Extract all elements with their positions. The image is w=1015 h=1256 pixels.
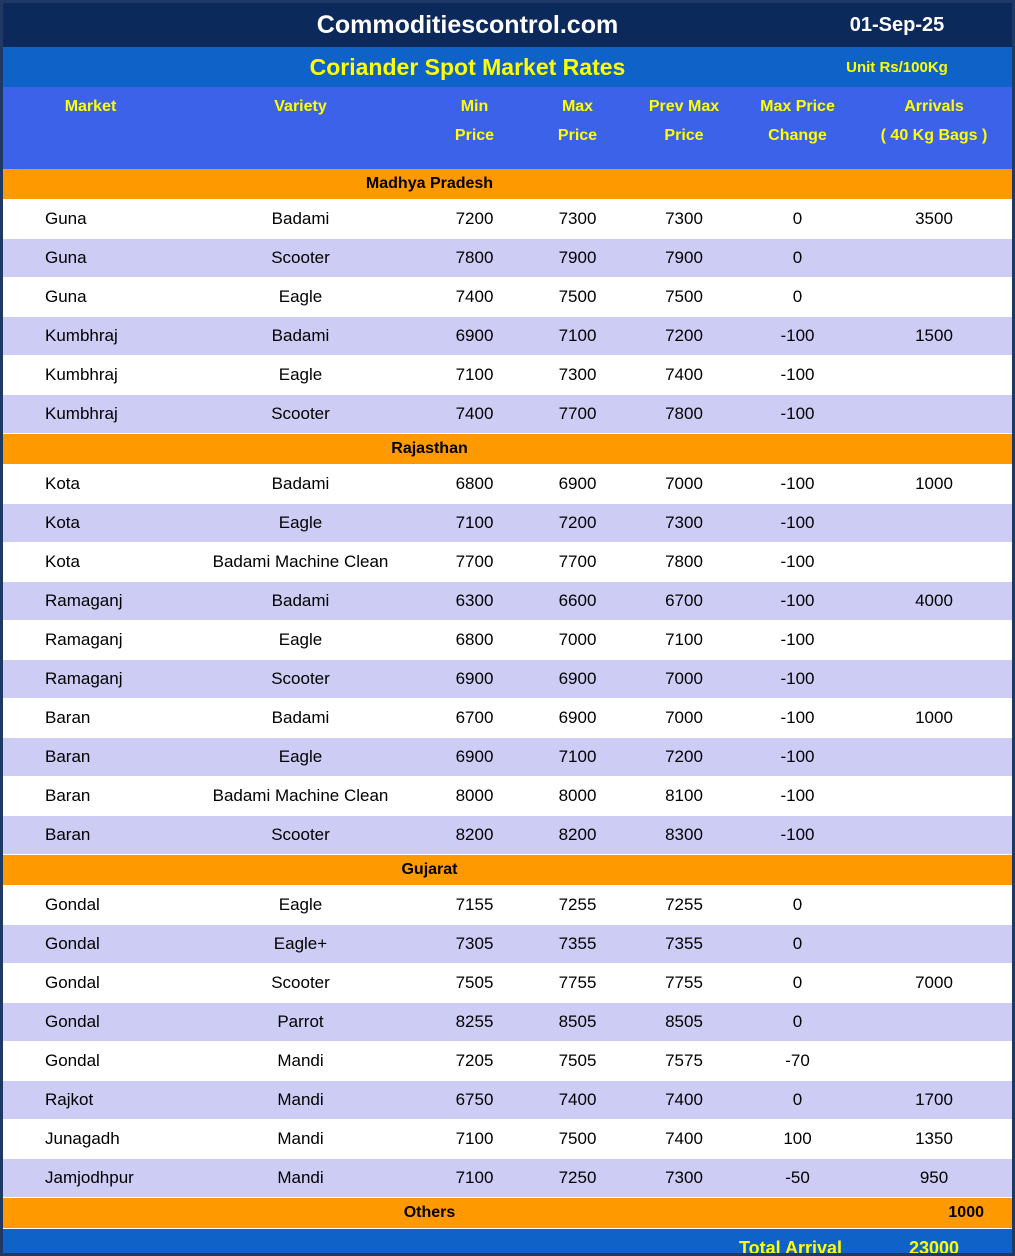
cell-max-price: 7255 bbox=[526, 886, 629, 925]
cell-max-price-change: -100 bbox=[739, 356, 856, 395]
cell-max-price: 6900 bbox=[526, 699, 629, 738]
cell-prev-max-price: 7575 bbox=[629, 1042, 739, 1081]
table-row bbox=[3, 200, 1012, 239]
title-bar bbox=[3, 3, 1012, 47]
cell-variety: Scooter bbox=[178, 964, 423, 1003]
cell-arrivals bbox=[856, 738, 1012, 777]
group-header-row bbox=[3, 855, 1012, 886]
cell-min-price: 7800 bbox=[423, 239, 526, 278]
cell-min-price: 6700 bbox=[423, 699, 526, 738]
cell-market: Kota bbox=[3, 465, 178, 504]
cell-max-price: 7000 bbox=[526, 621, 629, 660]
cell-max-price: 7300 bbox=[526, 200, 629, 239]
column-header-line2: ( 40 Kg Bags ) bbox=[880, 127, 988, 144]
cell-min-price: 7505 bbox=[423, 964, 526, 1003]
cell-max-price-change: -50 bbox=[739, 1159, 856, 1198]
cell-variety: Badami bbox=[178, 200, 423, 239]
table-row bbox=[3, 582, 1012, 621]
cell-max-price: 7700 bbox=[526, 543, 629, 582]
cell-arrivals: 3500 bbox=[856, 200, 1012, 239]
cell-prev-max-price: 7300 bbox=[629, 1159, 739, 1198]
group-header-row bbox=[3, 1198, 1012, 1229]
column-header-line1: Max bbox=[561, 98, 594, 115]
cell-max-price: 6900 bbox=[526, 660, 629, 699]
cell-arrivals bbox=[856, 278, 1012, 317]
cell-max-price-change: -100 bbox=[739, 699, 856, 738]
cell-market: Gondal bbox=[3, 925, 178, 964]
cell-arrivals bbox=[856, 356, 1012, 395]
cell-variety: Mandi bbox=[178, 1042, 423, 1081]
cell-market: Junagadh bbox=[3, 1120, 178, 1159]
cell-min-price: 7400 bbox=[423, 278, 526, 317]
cell-max-price: 7755 bbox=[526, 964, 629, 1003]
column-header-line1: Min bbox=[460, 98, 489, 115]
cell-variety: Eagle bbox=[178, 621, 423, 660]
cell-max-price: 6600 bbox=[526, 582, 629, 621]
cell-market: Gondal bbox=[3, 886, 178, 925]
cell-arrivals bbox=[856, 660, 1012, 699]
cell-variety: Eagle bbox=[178, 886, 423, 925]
cell-prev-max-price: 8100 bbox=[629, 777, 739, 816]
cell-arrivals: 4000 bbox=[856, 582, 1012, 621]
cell-min-price: 7205 bbox=[423, 1042, 526, 1081]
cell-max-price-change: -100 bbox=[739, 395, 856, 434]
cell-market: Ramaganj bbox=[3, 660, 178, 699]
table-row bbox=[3, 543, 1012, 582]
cell-variety: Parrot bbox=[178, 1003, 423, 1042]
table-row bbox=[3, 777, 1012, 816]
column-header-line2: Price bbox=[664, 127, 704, 144]
cell-max-price-change: 0 bbox=[739, 1081, 856, 1120]
cell-min-price: 7100 bbox=[423, 1159, 526, 1198]
cell-min-price: 7100 bbox=[423, 504, 526, 543]
cell-prev-max-price: 7800 bbox=[629, 395, 739, 434]
cell-market: Baran bbox=[3, 777, 178, 816]
table-row bbox=[3, 621, 1012, 660]
table-row bbox=[3, 660, 1012, 699]
cell-prev-max-price: 6700 bbox=[629, 582, 739, 621]
cell-variety: Badami bbox=[178, 582, 423, 621]
table-row bbox=[3, 1042, 1012, 1081]
cell-prev-max-price: 7200 bbox=[629, 317, 739, 356]
cell-market: Baran bbox=[3, 699, 178, 738]
cell-variety: Scooter bbox=[178, 660, 423, 699]
cell-max-price-change: 100 bbox=[739, 1120, 856, 1159]
cell-market: Rajkot bbox=[3, 1081, 178, 1120]
cell-arrivals: 1500 bbox=[856, 317, 1012, 356]
cell-max-price: 7100 bbox=[526, 738, 629, 777]
table-row bbox=[3, 925, 1012, 964]
cell-market: Kota bbox=[3, 504, 178, 543]
cell-variety: Badami Machine Clean bbox=[178, 543, 423, 582]
cell-prev-max-price: 7355 bbox=[629, 925, 739, 964]
cell-market: Kumbhraj bbox=[3, 356, 178, 395]
group-header-label: Madhya Pradesh bbox=[3, 169, 856, 200]
cell-max-price: 6900 bbox=[526, 465, 629, 504]
cell-max-price: 7200 bbox=[526, 504, 629, 543]
cell-arrivals bbox=[856, 395, 1012, 434]
page-title: Coriander Spot Market Rates bbox=[309, 53, 626, 80]
table-row bbox=[3, 278, 1012, 317]
cell-max-price-change: 0 bbox=[739, 278, 856, 317]
cell-min-price: 6900 bbox=[423, 317, 526, 356]
table-row bbox=[3, 356, 1012, 395]
cell-market: Kumbhraj bbox=[3, 317, 178, 356]
cell-arrivals bbox=[856, 1003, 1012, 1042]
cell-arrivals bbox=[856, 504, 1012, 543]
cell-max-price: 7355 bbox=[526, 925, 629, 964]
cell-variety: Eagle bbox=[178, 278, 423, 317]
table-body bbox=[3, 169, 1012, 1229]
cell-arrivals bbox=[856, 777, 1012, 816]
cell-arrivals: 1000 bbox=[856, 699, 1012, 738]
table-row bbox=[3, 317, 1012, 356]
cell-arrivals bbox=[856, 621, 1012, 660]
column-header-line1: Prev Max bbox=[648, 98, 720, 115]
cell-min-price: 8255 bbox=[423, 1003, 526, 1042]
cell-prev-max-price: 7000 bbox=[629, 699, 739, 738]
cell-variety: Badami bbox=[178, 699, 423, 738]
cell-arrivals: 1350 bbox=[856, 1120, 1012, 1159]
cell-variety: Badami Machine Clean bbox=[178, 777, 423, 816]
cell-max-price: 7500 bbox=[526, 278, 629, 317]
cell-min-price: 7305 bbox=[423, 925, 526, 964]
cell-max-price: 7500 bbox=[526, 1120, 629, 1159]
column-header-line2: Price bbox=[557, 127, 598, 144]
cell-prev-max-price: 7900 bbox=[629, 239, 739, 278]
column-header-min-price bbox=[423, 87, 526, 169]
column-header-line1: Variety bbox=[274, 98, 327, 115]
cell-arrivals bbox=[856, 886, 1012, 925]
cell-prev-max-price: 7400 bbox=[629, 356, 739, 395]
cell-max-price-change: 0 bbox=[739, 239, 856, 278]
cell-arrivals bbox=[856, 816, 1012, 855]
cell-prev-max-price: 7100 bbox=[629, 621, 739, 660]
cell-variety: Eagle bbox=[178, 504, 423, 543]
cell-arrivals: 7000 bbox=[856, 964, 1012, 1003]
cell-prev-max-price: 7755 bbox=[629, 964, 739, 1003]
cell-max-price-change: -100 bbox=[739, 660, 856, 699]
cell-arrivals bbox=[856, 925, 1012, 964]
rates-table bbox=[3, 87, 1012, 1256]
cell-market: Ramaganj bbox=[3, 621, 178, 660]
cell-variety: Scooter bbox=[178, 816, 423, 855]
cell-variety: Mandi bbox=[178, 1081, 423, 1120]
cell-max-price-change: 0 bbox=[739, 886, 856, 925]
cell-market: Guna bbox=[3, 239, 178, 278]
cell-min-price: 7400 bbox=[423, 395, 526, 434]
cell-max-price-change: -70 bbox=[739, 1042, 856, 1081]
cell-max-price: 8505 bbox=[526, 1003, 629, 1042]
column-header-line1: Arrivals bbox=[904, 98, 964, 115]
table-row bbox=[3, 395, 1012, 434]
cell-market: Guna bbox=[3, 200, 178, 239]
table-row bbox=[3, 504, 1012, 543]
cell-prev-max-price: 8505 bbox=[629, 1003, 739, 1042]
cell-market: Gondal bbox=[3, 964, 178, 1003]
cell-min-price: 6750 bbox=[423, 1081, 526, 1120]
cell-prev-max-price: 7300 bbox=[629, 200, 739, 239]
cell-market: Baran bbox=[3, 738, 178, 777]
cell-max-price: 7300 bbox=[526, 356, 629, 395]
column-header-max-price bbox=[526, 87, 629, 169]
cell-market: Kota bbox=[3, 543, 178, 582]
cell-variety: Scooter bbox=[178, 239, 423, 278]
cell-max-price: 7400 bbox=[526, 1081, 629, 1120]
cell-max-price-change: -100 bbox=[739, 738, 856, 777]
site-brand: Commoditiescontrol.com bbox=[316, 10, 619, 39]
column-header-line1: Max Price bbox=[760, 98, 835, 115]
column-header-line1: Market bbox=[64, 98, 117, 115]
table-row bbox=[3, 1120, 1012, 1159]
table-row bbox=[3, 964, 1012, 1003]
cell-max-price-change: 0 bbox=[739, 1003, 856, 1042]
cell-max-price-change: -100 bbox=[739, 777, 856, 816]
cell-min-price: 8000 bbox=[423, 777, 526, 816]
cell-market: Guna bbox=[3, 278, 178, 317]
cell-prev-max-price: 7000 bbox=[629, 465, 739, 504]
table-row bbox=[3, 1159, 1012, 1198]
group-header-arrivals bbox=[856, 169, 1012, 200]
cell-prev-max-price: 7400 bbox=[629, 1081, 739, 1120]
cell-max-price-change: -100 bbox=[739, 816, 856, 855]
cell-prev-max-price: 7255 bbox=[629, 886, 739, 925]
table-row bbox=[3, 239, 1012, 278]
cell-market: Gondal bbox=[3, 1042, 178, 1081]
group-header-arrivals bbox=[856, 434, 1012, 465]
cell-min-price: 8200 bbox=[423, 816, 526, 855]
cell-max-price: 7700 bbox=[526, 395, 629, 434]
cell-variety: Mandi bbox=[178, 1120, 423, 1159]
cell-min-price: 7100 bbox=[423, 1120, 526, 1159]
group-header-arrivals bbox=[856, 855, 1012, 886]
cell-max-price: 8200 bbox=[526, 816, 629, 855]
cell-variety: Scooter bbox=[178, 395, 423, 434]
cell-min-price: 7700 bbox=[423, 543, 526, 582]
cell-prev-max-price: 7400 bbox=[629, 1120, 739, 1159]
cell-market: Baran bbox=[3, 816, 178, 855]
total-row bbox=[3, 1229, 1012, 1256]
cell-market: Jamjodhpur bbox=[3, 1159, 178, 1198]
cell-prev-max-price: 7800 bbox=[629, 543, 739, 582]
cell-max-price: 8000 bbox=[526, 777, 629, 816]
cell-min-price: 6800 bbox=[423, 465, 526, 504]
cell-market: Kumbhraj bbox=[3, 395, 178, 434]
cell-min-price: 7100 bbox=[423, 356, 526, 395]
cell-min-price: 6300 bbox=[423, 582, 526, 621]
cell-max-price-change: 0 bbox=[739, 200, 856, 239]
cell-arrivals bbox=[856, 239, 1012, 278]
cell-market: Gondal bbox=[3, 1003, 178, 1042]
cell-max-price-change: -100 bbox=[739, 504, 856, 543]
cell-prev-max-price: 7000 bbox=[629, 660, 739, 699]
column-header-line2: Change bbox=[768, 127, 827, 144]
table-row bbox=[3, 738, 1012, 777]
report-date: 01-Sep-25 bbox=[849, 13, 945, 36]
table-header bbox=[3, 87, 1012, 169]
table-row bbox=[3, 816, 1012, 855]
column-header-variety bbox=[178, 87, 423, 169]
group-header-row bbox=[3, 434, 1012, 465]
cell-max-price-change: -100 bbox=[739, 621, 856, 660]
cell-variety: Eagle bbox=[178, 738, 423, 777]
cell-min-price: 7155 bbox=[423, 886, 526, 925]
cell-min-price: 7200 bbox=[423, 200, 526, 239]
column-header-max-price-change bbox=[739, 87, 856, 169]
cell-min-price: 6800 bbox=[423, 621, 526, 660]
cell-max-price: 7900 bbox=[526, 239, 629, 278]
table-footer bbox=[3, 1229, 1012, 1256]
cell-variety: Badami bbox=[178, 317, 423, 356]
cell-variety: Eagle bbox=[178, 356, 423, 395]
cell-arrivals bbox=[856, 543, 1012, 582]
cell-max-price-change: -100 bbox=[739, 465, 856, 504]
cell-min-price: 6900 bbox=[423, 738, 526, 777]
table-row bbox=[3, 1003, 1012, 1042]
group-header-arrivals: 1000 bbox=[856, 1198, 1012, 1229]
cell-max-price: 7100 bbox=[526, 317, 629, 356]
cell-max-price-change: -100 bbox=[739, 582, 856, 621]
cell-max-price-change: -100 bbox=[739, 543, 856, 582]
table-row bbox=[3, 465, 1012, 504]
cell-variety: Badami bbox=[178, 465, 423, 504]
cell-min-price: 6900 bbox=[423, 660, 526, 699]
table-row bbox=[3, 699, 1012, 738]
table-row bbox=[3, 886, 1012, 925]
column-header-market bbox=[3, 87, 178, 169]
cell-max-price: 7250 bbox=[526, 1159, 629, 1198]
total-arrival-label: Total Arrival bbox=[3, 1229, 856, 1256]
column-header-arrivals bbox=[856, 87, 1012, 169]
header-row bbox=[3, 87, 1012, 169]
cell-max-price-change: 0 bbox=[739, 925, 856, 964]
cell-max-price-change: 0 bbox=[739, 964, 856, 1003]
cell-prev-max-price: 7300 bbox=[629, 504, 739, 543]
cell-prev-max-price: 7500 bbox=[629, 278, 739, 317]
column-header-prev-max-price bbox=[629, 87, 739, 169]
cell-max-price-change: -100 bbox=[739, 317, 856, 356]
total-arrival-value: 23000 bbox=[856, 1229, 1012, 1256]
group-header-row bbox=[3, 169, 1012, 200]
cell-arrivals: 1000 bbox=[856, 465, 1012, 504]
group-header-label: Gujarat bbox=[3, 855, 856, 886]
group-header-label: Others bbox=[3, 1198, 856, 1229]
cell-variety: Eagle+ bbox=[178, 925, 423, 964]
unit-label: Unit Rs/100Kg bbox=[846, 58, 948, 76]
cell-arrivals bbox=[856, 1042, 1012, 1081]
cell-market: Ramaganj bbox=[3, 582, 178, 621]
column-header-line2: Price bbox=[454, 127, 495, 144]
cell-max-price: 7505 bbox=[526, 1042, 629, 1081]
cell-prev-max-price: 7200 bbox=[629, 738, 739, 777]
cell-variety: Mandi bbox=[178, 1159, 423, 1198]
subtitle-bar bbox=[3, 47, 1012, 87]
cell-arrivals: 1700 bbox=[856, 1081, 1012, 1120]
cell-arrivals: 950 bbox=[856, 1159, 1012, 1198]
cell-prev-max-price: 8300 bbox=[629, 816, 739, 855]
group-header-label: Rajasthan bbox=[3, 434, 856, 465]
table-row bbox=[3, 1081, 1012, 1120]
